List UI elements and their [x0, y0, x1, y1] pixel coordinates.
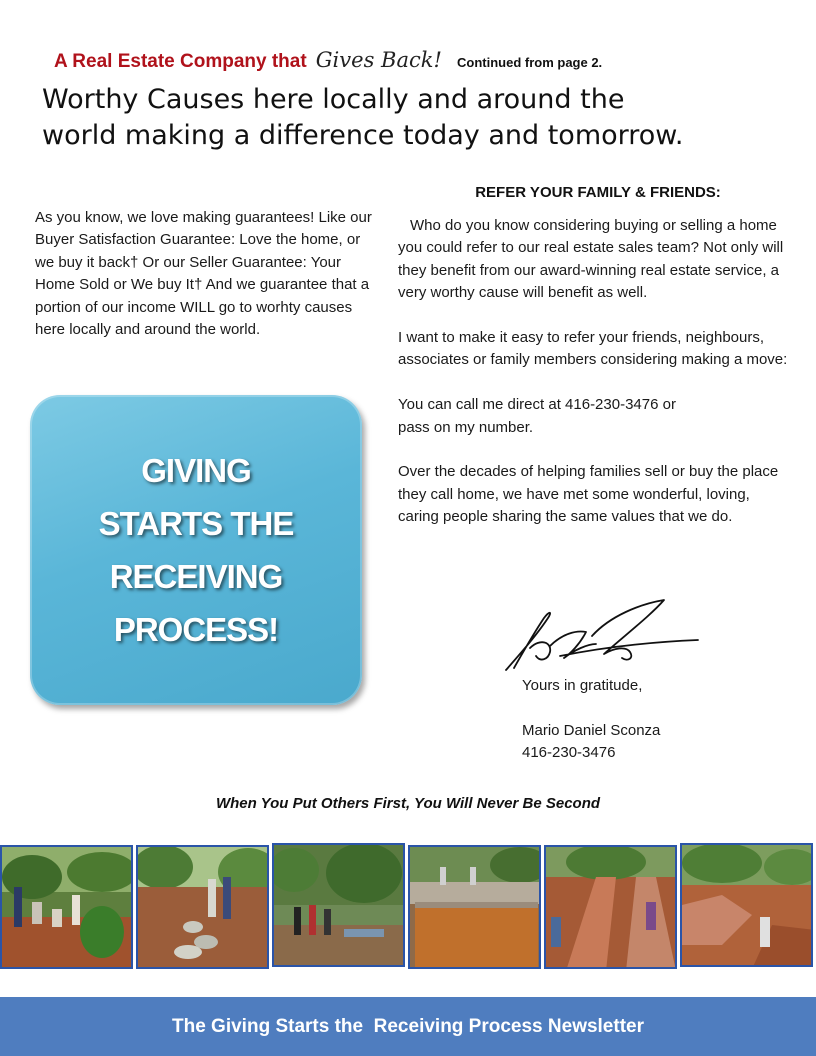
village-workers-photo	[272, 843, 405, 967]
refer-paragraph-2: I want to make it easy to refer your friends, neighbours, associates or family members considering making a move:	[398, 329, 788, 369]
promo-line-4: PROCESS!	[113, 611, 279, 648]
garden-stones-photo	[136, 845, 269, 969]
refer-heading: REFER YOUR FAMILY & FRIENDS:	[475, 184, 721, 201]
closing-spacer	[522, 697, 782, 719]
refer-paragraph-4: Over the decades of helping families sell or buy the place they call home, we have met some wonderful, loving, caring people sharing the same values that we do.	[398, 463, 779, 526]
page-headline	[42, 82, 782, 154]
promo-line-2: STARTS THE	[98, 505, 294, 542]
continued-note: Continued from page 2.	[457, 55, 603, 70]
closing-block	[522, 675, 782, 765]
closing-salutation: Yours in gratitude,	[522, 677, 643, 694]
footer-banner	[0, 997, 816, 1056]
signature-image	[500, 596, 700, 678]
trench-digging-photo	[544, 845, 677, 969]
promo-text	[66, 444, 326, 656]
refer-paragraph-1: Who do you know considering buying or selling a home you could refer to our real estate sales team? Not only will they benefit from our award-winning real estate service, a very worthy cause will benefit as well.	[398, 217, 784, 302]
footer-text: The Giving Starts the Receiving Process Newsletter	[172, 1015, 644, 1037]
refer-paragraph-3	[398, 394, 788, 439]
refer-call-line: You can call me direct at 416-230-3476 or	[398, 396, 676, 414]
header-line	[54, 48, 602, 73]
guarantee-paragraph: As you know, we love making guarantees! Like our Buyer Satisfaction Guarantee: Love the home, or we buy it back† Or our Seller Guarantee: Your Home Sold or We buy It† And we guarantee that a portion of our income WILL go to worhty causes here locally and around the world.	[35, 209, 372, 339]
headline-line-1: Worthy Causes here locally and around the	[42, 84, 625, 115]
refer-column	[398, 215, 788, 551]
photo-strip	[0, 843, 816, 971]
promo-line-3: RECEIVING	[109, 558, 283, 595]
header-script-title: Gives Back!	[315, 48, 442, 72]
motto-text: When You Put Others First, You Will Never Be Second	[215, 795, 601, 812]
closing-phone: 416-230-3476	[522, 744, 616, 762]
closing-name: Mario Daniel Sconza	[522, 721, 661, 739]
giving-promo-box	[30, 395, 362, 705]
headline-line-2: world making a difference today and tomorrow.	[42, 120, 684, 151]
refer-pass-line: pass on my number.	[398, 418, 534, 436]
water-reservoir-photo	[408, 845, 541, 969]
construction-site-photo	[680, 843, 813, 967]
header-title: A Real Estate Company that	[54, 51, 307, 72]
promo-line-1: GIVING	[141, 452, 251, 489]
tree-planting-photo	[0, 845, 133, 969]
